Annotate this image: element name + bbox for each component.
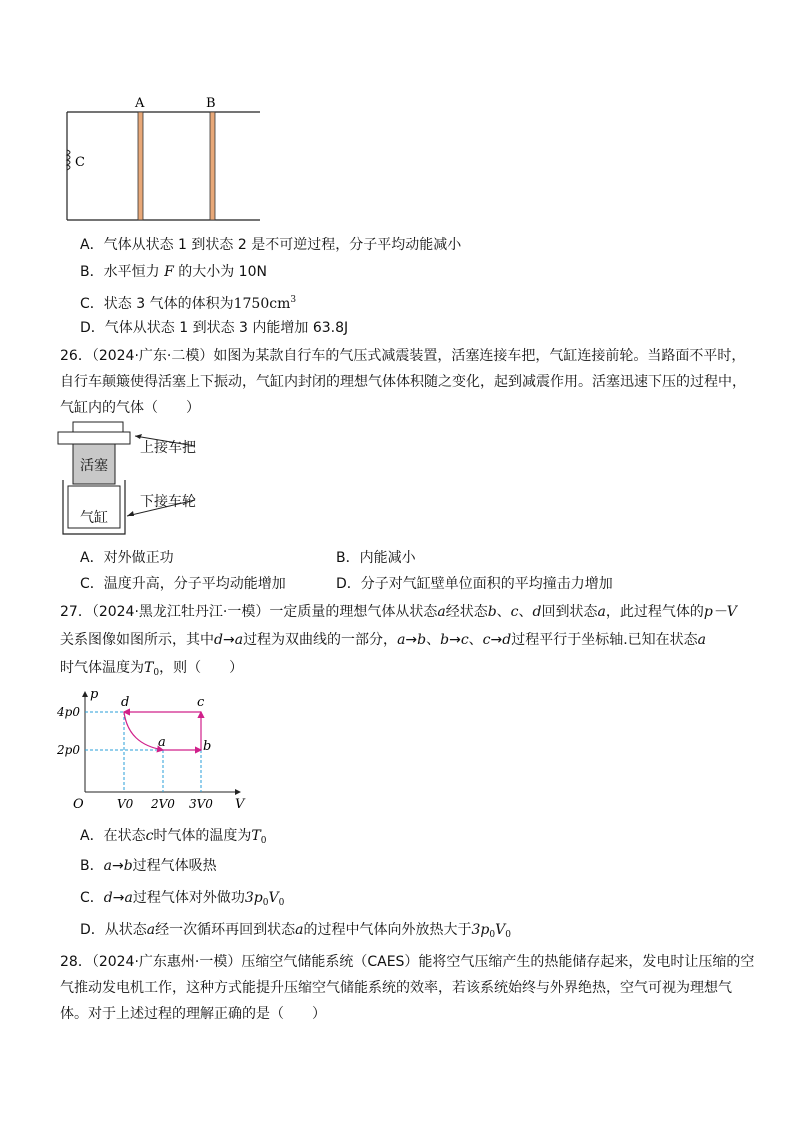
option-text: 的过程中气体向外放热大于 xyxy=(303,922,472,938)
arrow: → xyxy=(112,890,125,906)
stem-text: ，则（ ） xyxy=(159,660,244,676)
stem-text: 回到状态 xyxy=(541,604,598,620)
state-c: c xyxy=(145,828,154,844)
state-b: b xyxy=(417,632,427,648)
option-key: A． xyxy=(80,550,104,566)
q26-stem-line2: 自行车颠簸使得活塞上下振动，气缸内封闭的理想气体体积随之变化，起到减震作用。活塞迅速下压的过程中， xyxy=(60,374,746,390)
work-volume-sub: 0 xyxy=(278,898,285,908)
option-text: 经一次循环再回到状态 xyxy=(155,922,296,938)
state-c: c xyxy=(482,632,491,648)
spring-c-label: C xyxy=(75,155,85,170)
state-a: a xyxy=(437,604,446,620)
q27-option-b[interactable] xyxy=(80,856,217,876)
q26-option-c[interactable] xyxy=(80,574,286,594)
cylinder-figure xyxy=(55,90,270,230)
q27-stem-line1 xyxy=(60,602,737,622)
axis-v-label: V xyxy=(235,797,245,812)
state-c: c xyxy=(510,604,519,620)
q25-option-b[interactable] xyxy=(80,262,267,282)
y-tick-4p0: 4p0 xyxy=(57,705,80,719)
option-key: D． xyxy=(80,320,105,336)
q27-stem-line2 xyxy=(60,630,706,650)
option-key: C． xyxy=(80,296,104,312)
q26-option-d[interactable] xyxy=(336,574,613,594)
temperature-symbol: T xyxy=(144,660,154,676)
option-text: 从状态 xyxy=(104,922,147,938)
work-value: 3p xyxy=(471,922,490,938)
option-text: 水平恒力 xyxy=(103,264,160,280)
state-d: d xyxy=(214,632,223,648)
q27-stem-line3 xyxy=(60,658,243,683)
temperature-subscript: 0 xyxy=(153,668,160,678)
work-sub: 0 xyxy=(489,930,496,940)
q25-option-d[interactable] xyxy=(80,318,348,338)
arrow: → xyxy=(449,632,461,648)
q28-stem-line1: 28．（2024·广东惠州·一模）压缩空气储能系统（CAES）能将空气压缩产生的热能储存起来，发电时让压缩的空 xyxy=(60,954,755,970)
option-text: 气体从状态 1 到状态 3 内能增加 63.8J xyxy=(104,320,349,336)
arrow: → xyxy=(405,632,418,648)
x-tick-3v0: 3V0 xyxy=(189,797,213,811)
work-value: 3p xyxy=(244,890,263,906)
axis-p-label: p xyxy=(90,687,99,702)
option-key: A． xyxy=(80,237,104,253)
work-volume: V xyxy=(268,890,279,906)
stem-text: 过程平行于坐标轴.已知在状态 xyxy=(511,632,698,648)
option-text-rest: 的大小为 10N xyxy=(178,264,267,280)
q27-option-a[interactable] xyxy=(80,826,267,851)
volume-unit-exp: 3 xyxy=(290,295,297,305)
q26-stem-line3: 气缸内的气体（ ） xyxy=(60,400,200,416)
stem-text: 、 xyxy=(468,632,483,648)
point-a-label: a xyxy=(158,735,166,750)
q28-stem-line2: 气推动发电机工作，这种方式能提升压缩空气储能系统的效率，若该系统始终与外界绝热，空气可视为理想气 xyxy=(60,980,732,996)
q28-stem-line3: 体。对于上述过程的理解正确的是（ ） xyxy=(60,1006,326,1022)
option-key: B． xyxy=(336,550,360,566)
work-volume: V xyxy=(495,922,506,938)
option-key: D． xyxy=(336,576,361,592)
option-text: 温度升高，分子平均动能增加 xyxy=(103,576,286,592)
y-tick-2p0: 2p0 xyxy=(57,743,80,757)
option-text: 状态 3 气体的体积为 xyxy=(103,296,234,312)
option-text: 过程气体对外做功 xyxy=(132,890,245,906)
state-d: d xyxy=(532,604,542,620)
point-d-label: d xyxy=(121,695,130,710)
option-text: 时气体的温度为 xyxy=(153,828,252,844)
q27-option-d[interactable] xyxy=(80,920,511,945)
q25-option-c[interactable] xyxy=(80,290,296,314)
origin-label: O xyxy=(73,797,84,812)
stem-text: 、 xyxy=(518,604,533,620)
state-d: d xyxy=(103,890,113,906)
state-a: a xyxy=(124,890,133,906)
state-a: a xyxy=(397,632,406,648)
stem-text: ，此过程气体的 xyxy=(605,604,704,620)
q26-stem-line1: 26．（2024·广东·二模）如图为某款自行车的气压式减震装置，活塞连接车把，气缸连接前轮。当路面不平时， xyxy=(60,348,746,364)
q27-option-c[interactable] xyxy=(80,888,284,913)
force-var: F xyxy=(164,264,174,280)
q26-option-b[interactable] xyxy=(336,548,416,568)
top-connect-label: 上接车把 xyxy=(140,440,196,456)
option-key: C． xyxy=(80,576,104,592)
option-key: B． xyxy=(80,264,104,280)
cylinder-label: 气缸 xyxy=(80,510,108,526)
stem-text: 过程为双曲线的一部分， xyxy=(243,632,398,648)
stem-text: 、 xyxy=(496,604,511,620)
point-c-label: c xyxy=(197,695,205,710)
option-text: 气体从状态 1 到状态 2 是不可逆过程，分子平均动能减小 xyxy=(103,237,462,253)
q25-option-a[interactable] xyxy=(80,235,461,255)
piston-b-label: B xyxy=(206,96,216,111)
temperature-subscript: 0 xyxy=(260,836,267,846)
volume-value: 1750cm xyxy=(233,296,291,312)
state-c: c xyxy=(460,632,469,648)
temperature-symbol: T xyxy=(251,828,261,844)
x-tick-v0: V0 xyxy=(117,797,134,811)
state-d: d xyxy=(502,632,512,648)
pv-relation: p－V xyxy=(703,604,737,620)
option-key: D． xyxy=(80,922,105,938)
stem-text: 27．（2024·黑龙江牡丹江·一模）一定质量的理想气体从状态 xyxy=(60,604,438,620)
option-key: C． xyxy=(80,890,104,906)
state-a: a xyxy=(234,632,244,648)
stem-text: 经状态 xyxy=(445,604,488,620)
stem-text: 、 xyxy=(426,632,441,648)
state-b: b xyxy=(487,604,497,620)
piston-a-label: A xyxy=(135,96,145,111)
state-a: a xyxy=(103,858,112,874)
state-b: b xyxy=(123,858,133,874)
stem-text: 时气体温度为 xyxy=(60,660,144,676)
state-a: a xyxy=(697,632,707,648)
option-text: 对外做正功 xyxy=(103,550,174,566)
pv-graph xyxy=(55,684,265,814)
bottom-connect-label: 下接车轮 xyxy=(140,494,196,510)
q26-option-a[interactable] xyxy=(80,548,174,568)
option-key: A． xyxy=(80,828,104,844)
state-a: a xyxy=(295,922,304,938)
work-sub: 0 xyxy=(262,898,269,908)
option-text: 在状态 xyxy=(103,828,146,844)
arrow: → xyxy=(222,632,235,648)
x-tick-2v0: 2V0 xyxy=(151,797,175,811)
option-text: 过程气体吸热 xyxy=(132,858,217,874)
point-b-label: b xyxy=(203,739,212,754)
option-text: 内能减小 xyxy=(359,550,416,566)
stem-text: 关系图像如图所示，其中 xyxy=(60,632,214,648)
work-volume-sub: 0 xyxy=(505,930,511,940)
state-b: b xyxy=(440,632,450,648)
state-a: a xyxy=(146,922,156,938)
option-text: 分子对气缸壁单位面积的平均撞击力增加 xyxy=(360,576,613,592)
piston-label: 活塞 xyxy=(80,458,108,474)
arrow: → xyxy=(111,858,124,874)
state-a: a xyxy=(597,604,606,620)
option-key: B． xyxy=(80,858,104,874)
arrow: → xyxy=(490,632,503,648)
